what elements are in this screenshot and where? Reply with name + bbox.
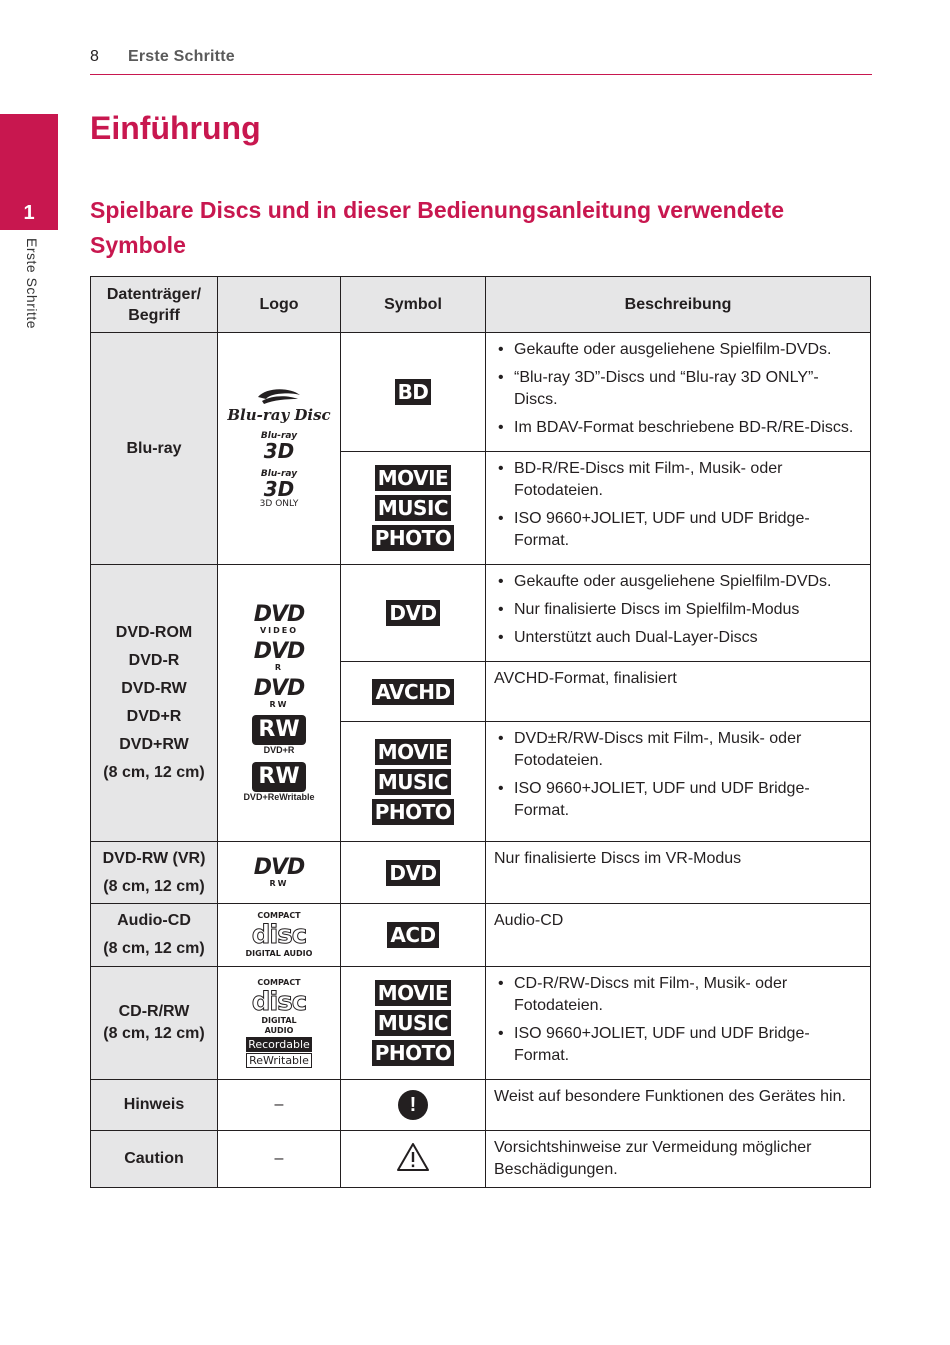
symbol-cell <box>341 1131 486 1188</box>
dvd-symbol: DVD <box>386 600 439 626</box>
list-item: • DVD±R/RW-Discs mit Film-, Musik- oder Fotodateien. <box>494 728 862 772</box>
col-header-description: Beschreibung <box>486 277 871 333</box>
col-header-logo: Logo <box>218 277 341 333</box>
chapter-tab <box>0 114 58 230</box>
avchd-symbol: AVCHD <box>372 679 453 705</box>
description-cell <box>486 1080 871 1131</box>
logo-cell-bluray <box>218 333 341 565</box>
symbol-cell <box>341 842 486 904</box>
category-audio-cd: Audio-CD (8 cm, 12 cm) <box>91 904 218 967</box>
list-item: • ISO 9660+JOLIET, UDF und UDF Bridge-Format. <box>494 508 862 552</box>
photo-symbol: PHOTO <box>372 1040 455 1066</box>
symbol-cell <box>341 662 486 722</box>
movie-symbol: MOVIE <box>375 739 451 765</box>
description-cell <box>486 1131 871 1188</box>
movie-symbol: MOVIE <box>375 980 451 1006</box>
category-cd-rw: CD-R/RW (8 cm, 12 cm) <box>91 967 218 1080</box>
list-item: • Gekaufte oder ausgeliehene Spielfilm-DVDs. <box>494 339 862 361</box>
list-item: • BD-R/RE-Discs mit Film-, Musik- oder Fotodateien. <box>494 458 862 502</box>
dvd-plus-r-logo: RW DVD+R <box>252 715 305 756</box>
dvd-rw-logo: DVD RW <box>253 675 305 709</box>
description-cell <box>486 904 871 967</box>
warning-triangle-icon <box>396 1142 430 1172</box>
bd-symbol: BD <box>395 379 432 405</box>
photo-symbol: PHOTO <box>372 799 455 825</box>
page-title: Einführung <box>90 110 261 146</box>
symbol-cell <box>341 565 486 662</box>
chapter-number: 1 <box>23 202 35 224</box>
page-number: 8 <box>90 48 99 65</box>
dvd-plus-rewritable-logo: RW DVD+ReWritable <box>243 763 315 802</box>
category-dvd-rw-vr: DVD-RW (VR) (8 cm, 12 cm) <box>91 842 218 904</box>
description-cell <box>486 967 871 1080</box>
list-item: • ISO 9660+JOLIET, UDF und UDF Bridge-Format. <box>494 778 862 822</box>
logo-cell-audio-cd <box>218 904 341 967</box>
description-cell <box>486 842 871 904</box>
description-text: Vorsichtshinweise zur Vermeidung möglicher Beschädigungen. <box>494 1139 812 1178</box>
page-header <box>90 48 872 75</box>
bluray-3d-logo: Blu-ray 3D <box>260 430 298 463</box>
description-cell <box>486 452 871 565</box>
col-header-medium: Datenträger/ Begriff <box>91 277 218 333</box>
list-item: • “Blu-ray 3D”-Discs und “Blu-ray 3D ONLY”-Discs. <box>494 367 862 411</box>
description-text: Audio-CD <box>494 912 564 929</box>
category-bluray: Blu-ray <box>91 333 218 565</box>
dvd-video-logo: DVD VIDEO <box>253 601 305 635</box>
list-item: • Im BDAV-Format beschriebene BD-R/RE-Discs. <box>494 417 862 439</box>
category-dvd: DVD-ROM DVD-R DVD-RW DVD+R DVD+RW (8 cm, 12 cm) <box>91 565 218 842</box>
exclamation-icon: ! <box>398 1090 428 1120</box>
description-text: AVCHD-Format, finalisiert <box>494 670 677 687</box>
bluray-disc-logo: Blu-ray Disc <box>227 389 330 423</box>
logo-cell-dvd-rw-vr <box>218 842 341 904</box>
movie-symbol: MOVIE <box>375 465 451 491</box>
table-row <box>91 1131 871 1188</box>
symbol-cell <box>341 722 486 842</box>
empty-logo-dash: – <box>274 1096 284 1113</box>
description-cell <box>486 565 871 662</box>
running-title: Erste Schritte <box>128 48 235 65</box>
list-item: • ISO 9660+JOLIET, UDF und UDF Bridge-Format. <box>494 1023 862 1067</box>
category-caution: Caution <box>91 1131 218 1188</box>
list-item: • Gekaufte oder ausgeliehene Spielfilm-DVDs. <box>494 571 862 593</box>
logo-cell-cd-rw <box>218 967 341 1080</box>
table-row <box>91 904 871 967</box>
description-cell <box>486 333 871 452</box>
description-text: Weist auf besondere Funktionen des Gerätes hin. <box>494 1088 846 1105</box>
compact-disc-logo: COMPACT disc DIGITAL AUDIO <box>245 911 313 958</box>
category-hinweis: Hinweis <box>91 1080 218 1131</box>
disc-table <box>90 276 871 1188</box>
dvd-rw-logo: DVD RW <box>253 855 305 888</box>
bluray-3d-only-logo: Blu-ray 3D 3D ONLY <box>259 468 299 509</box>
description-cell <box>486 662 871 722</box>
table-row <box>91 565 871 662</box>
col-header-symbol: Symbol <box>341 277 486 333</box>
acd-symbol: ACD <box>387 922 438 948</box>
music-symbol: MUSIC <box>375 495 451 521</box>
chapter-label: Erste Schritte <box>24 238 40 330</box>
symbol-cell <box>341 904 486 967</box>
symbol-cell <box>341 452 486 565</box>
music-symbol: MUSIC <box>375 1010 451 1036</box>
section-title: Spielbare Discs und in dieser Bedienungsanleitung verwendete Symbole <box>90 197 785 258</box>
logo-cell-dvd <box>218 565 341 842</box>
table-row <box>91 333 871 452</box>
dvd-symbol: DVD <box>386 860 439 886</box>
list-item: • Nur finalisierte Discs im Spielfilm-Modus <box>494 599 862 621</box>
symbol-cell <box>341 333 486 452</box>
table-row <box>91 1080 871 1131</box>
photo-symbol: PHOTO <box>372 525 455 551</box>
table-row <box>91 842 871 904</box>
empty-logo-dash: – <box>274 1150 284 1167</box>
symbol-cell <box>341 1080 486 1131</box>
description-cell <box>486 722 871 842</box>
table-row <box>91 967 871 1080</box>
list-item: • CD-R/RW-Discs mit Film-, Musik- oder Fotodateien. <box>494 973 862 1017</box>
symbol-cell <box>341 967 486 1080</box>
list-item: • Unterstützt auch Dual-Layer-Discs <box>494 627 862 649</box>
description-text: Nur finalisierte Discs im VR-Modus <box>494 850 742 867</box>
dvd-r-logo: DVD R <box>253 638 305 672</box>
bluray-swoosh-icon <box>256 389 302 405</box>
table-header-row <box>91 277 871 333</box>
compact-disc-recordable-logo: COMPACT disc DIGITAL AUDIO Recordable ReWritable <box>246 978 312 1068</box>
music-symbol: MUSIC <box>375 769 451 795</box>
